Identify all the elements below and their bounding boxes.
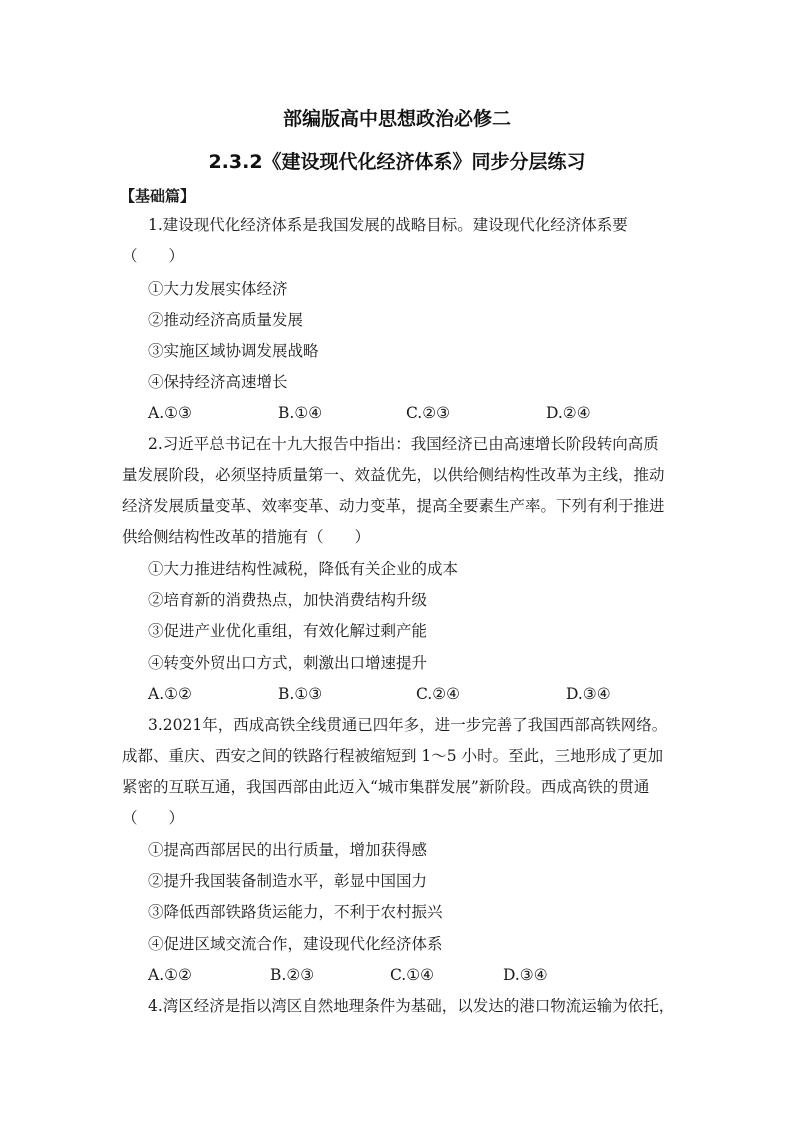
- q1-item-1: ①大力发展实体经济: [148, 280, 288, 298]
- q2-option-a: A.①②: [148, 685, 192, 703]
- q1-item-2: ②推动经济高质量发展: [148, 311, 304, 329]
- q2-stem-line2: 量发展阶段，必须坚持质量第一、效益优先，以供给侧结构性改革为主线，推动: [122, 466, 665, 484]
- q1-option-b: B.①④: [278, 404, 323, 422]
- q2-item-4: ④转变外贸出口方式，刺激出口增速提升: [148, 654, 428, 672]
- q3-option-b: B.②③: [270, 966, 315, 984]
- q2-item-1: ①大力推进结构性减税，降低有关企业的成本: [148, 560, 459, 578]
- q3-stem-line1: 3.2021年，西成高铁全线贯通已四年多，进一步完善了我国西部高铁网络。: [148, 716, 668, 734]
- q1-stem-line2: （ ）: [122, 247, 185, 265]
- q3-stem-line2: 成都、重庆、西安之间的铁路行程被缩短到 1～5 小时。至此，三地形成了更加: [122, 747, 664, 765]
- q3-option-a: A.①②: [148, 966, 192, 984]
- q2-stem-line4: 供给侧结构性改革的措施有（ ）: [122, 528, 371, 546]
- q2-option-d: D.③④: [566, 685, 611, 703]
- q2-item-3: ③促进产业优化重组，有效化解过剩产能: [148, 622, 428, 640]
- q2-option-c: C.②④: [416, 685, 461, 703]
- q3-item-2: ②提升我国装备制造水平，彰显中国国力: [148, 872, 428, 890]
- q3-stem-line4: （ ）: [122, 809, 185, 827]
- q3-stem-line3: 紧密的互联互通，我国西部由此迈入“城市集群发展”新阶段。西成高铁的贯通: [122, 778, 650, 796]
- q3-item-3: ③降低西部铁路货运能力，不利于农村振兴: [148, 903, 443, 921]
- q1-stem-line1: 1.建设现代化经济体系是我国发展的战略目标。建设现代化经济体系要: [148, 216, 628, 234]
- q2-item-2: ②培育新的消费热点，加快消费结构升级: [148, 591, 428, 609]
- section-label: 【基础篇】: [120, 187, 196, 205]
- document-title: 部编版高中思想政治必修二: [282, 108, 511, 130]
- q3-item-4: ④促进区域交流合作，建设现代化经济体系: [148, 935, 443, 953]
- q4-stem-line1: 4.湾区经济是指以湾区自然地理条件为基础，以发达的港口物流运输为依托，: [148, 997, 675, 1015]
- q2-stem-line3: 经济发展质量变革、效率变革、动力变革，提高全要素生产率。下列有利于推进: [122, 497, 665, 515]
- q2-stem-line1: 2.习近平总书记在十九大报告中指出：我国经济已由高速增长阶段转向高质: [148, 435, 659, 453]
- q3-item-1: ①提高西部居民的出行质量，增加获得感: [148, 841, 428, 859]
- q1-item-4: ④保持经济高速增长: [148, 373, 288, 391]
- q3-option-d: D.③④: [503, 966, 548, 984]
- q1-option-d: D.②④: [546, 404, 591, 422]
- q1-item-3: ③实施区域协调发展战略: [148, 342, 319, 360]
- q2-option-b: B.①③: [278, 685, 323, 703]
- document-subtitle: 2.3.2《建设现代化经济体系》同步分层练习: [208, 151, 586, 173]
- q1-option-a: A.①③: [148, 404, 192, 422]
- q1-option-c: C.②③: [406, 404, 451, 422]
- q3-option-c: C.①④: [390, 966, 435, 984]
